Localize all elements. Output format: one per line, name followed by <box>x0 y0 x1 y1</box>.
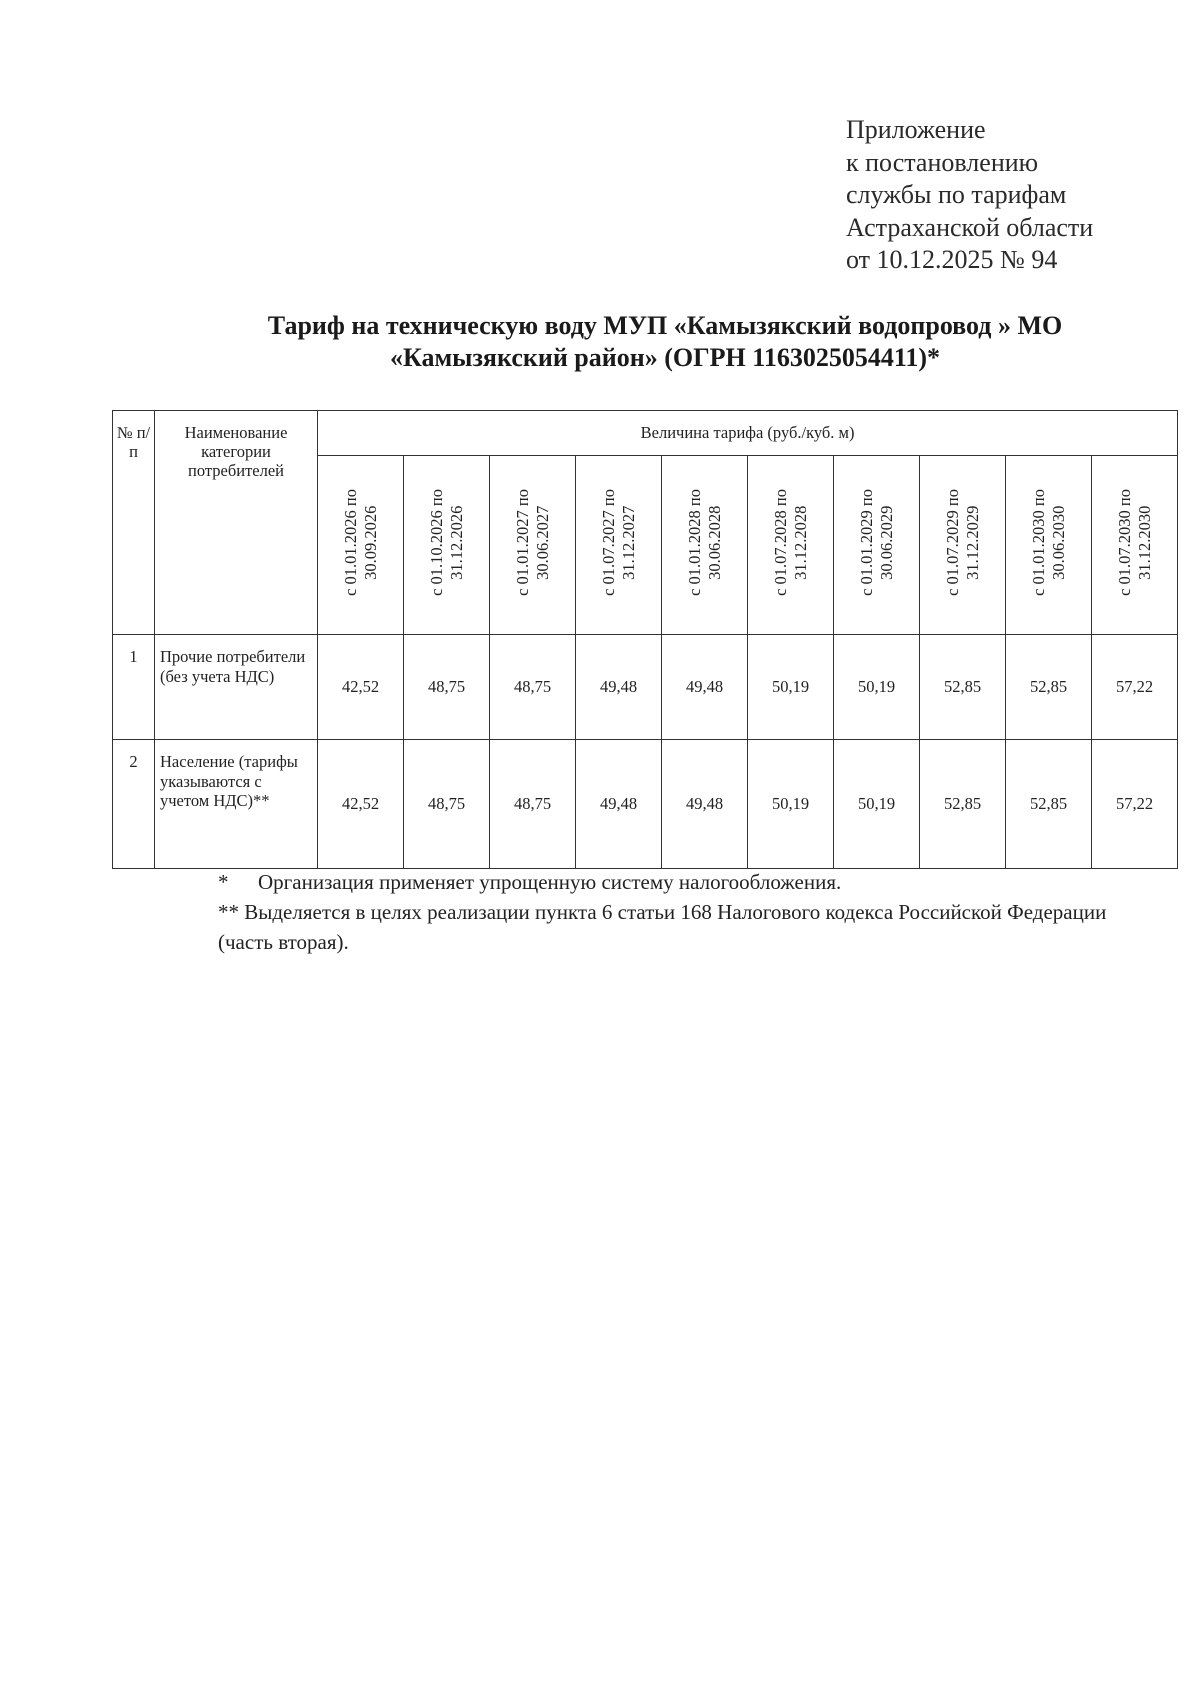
period-from: с 01.07.2027 по <box>598 489 618 596</box>
tariff-cell: 52,85 <box>1006 740 1092 869</box>
period-to: 30.06.2029 <box>876 505 896 580</box>
tariff-cell: 49,48 <box>662 635 748 740</box>
tariff-cell: 52,85 <box>920 740 1006 869</box>
header-period <box>576 456 662 635</box>
period-from: с 01.01.2027 по <box>512 489 532 596</box>
period-to: 30.06.2030 <box>1048 505 1068 580</box>
period-from: с 01.01.2028 по <box>684 489 704 596</box>
period-from: с 01.01.2030 по <box>1028 489 1048 596</box>
tariff-cell: 48,75 <box>404 740 490 869</box>
header-num: № п/п <box>113 411 155 635</box>
header-tariff-value: Величина тарифа (руб./куб. м) <box>318 411 1178 456</box>
period-to: 31.12.2026 <box>446 505 466 580</box>
tariff-cell: 48,75 <box>490 635 576 740</box>
tariff-cell: 49,48 <box>576 635 662 740</box>
period-from: с 01.10.2026 по <box>426 489 446 596</box>
period-from: с 01.01.2029 по <box>856 489 876 596</box>
period-to: 31.12.2028 <box>790 505 810 580</box>
footnotes <box>218 867 1138 957</box>
table-row <box>113 740 1178 869</box>
period-from: с 01.07.2030 по <box>1114 489 1134 596</box>
tariff-cell: 49,48 <box>662 740 748 869</box>
tariff-table <box>112 410 1178 869</box>
header-period <box>1092 456 1178 635</box>
header-period <box>1006 456 1092 635</box>
appendix-line: Астраханской области <box>846 212 1094 242</box>
header-period <box>834 456 920 635</box>
appendix-line: к постановлению <box>846 147 1039 177</box>
footnote-2: ** Выделяется в целях реализации пункта 6 статьи 168 Налогового кодекса Российской Федерации (часть вторая). <box>218 900 1107 954</box>
period-to: 31.12.2027 <box>618 505 638 580</box>
row-category: Прочие потребители (без учета НДС) <box>155 635 318 740</box>
period-to: 31.12.2030 <box>1134 505 1154 580</box>
header-period <box>748 456 834 635</box>
period-to: 30.09.2026 <box>360 505 380 580</box>
header-period <box>920 456 1006 635</box>
tariff-cell: 50,19 <box>748 635 834 740</box>
tariff-cell: 57,22 <box>1092 740 1178 869</box>
header-period <box>662 456 748 635</box>
document-title <box>200 310 1130 374</box>
appendix-block <box>846 114 1093 277</box>
period-from: с 01.01.2026 по <box>340 489 360 596</box>
header-period <box>404 456 490 635</box>
title-line-2: «Камызякский район» (ОГРН 1163025054411)* <box>389 343 941 372</box>
tariff-cell: 42,52 <box>318 740 404 869</box>
period-to: 30.06.2027 <box>532 505 552 580</box>
tariff-cell: 42,52 <box>318 635 404 740</box>
footnote-1 <box>218 867 1138 897</box>
period-from: с 01.07.2029 по <box>942 489 962 596</box>
header-period <box>318 456 404 635</box>
tariff-cell: 52,85 <box>920 635 1006 740</box>
footnote-mark: * <box>218 870 229 894</box>
header-period <box>490 456 576 635</box>
tariff-cell: 48,75 <box>490 740 576 869</box>
period-from: с 01.07.2028 по <box>770 489 790 596</box>
tariff-cell: 50,19 <box>748 740 834 869</box>
row-number: 1 <box>113 635 155 740</box>
title-line-1: Тариф на техническую воду МУП «Камызякский водопровод » МО <box>267 311 1063 340</box>
header-category: Наименование категории потребителей <box>155 411 318 635</box>
period-to: 31.12.2029 <box>962 505 982 580</box>
tariff-cell: 52,85 <box>1006 635 1092 740</box>
footnote-1-text: Организация применяет упрощенную систему налогообложения. <box>258 870 842 894</box>
appendix-line: службы по тарифам <box>846 180 1067 209</box>
tariff-cell: 50,19 <box>834 740 920 869</box>
tariff-cell: 57,22 <box>1092 635 1178 740</box>
tariff-cell: 48,75 <box>404 635 490 740</box>
appendix-line: от 10.12.2025 № 94 <box>846 245 1058 274</box>
period-to: 30.06.2028 <box>704 505 724 580</box>
tariff-cell: 49,48 <box>576 740 662 869</box>
appendix-line: Приложение <box>846 115 986 144</box>
row-number: 2 <box>113 740 155 869</box>
row-category: Население (тарифы указываются с учетом НДС)** <box>155 740 318 869</box>
table-row <box>113 635 1178 740</box>
tariff-cell: 50,19 <box>834 635 920 740</box>
